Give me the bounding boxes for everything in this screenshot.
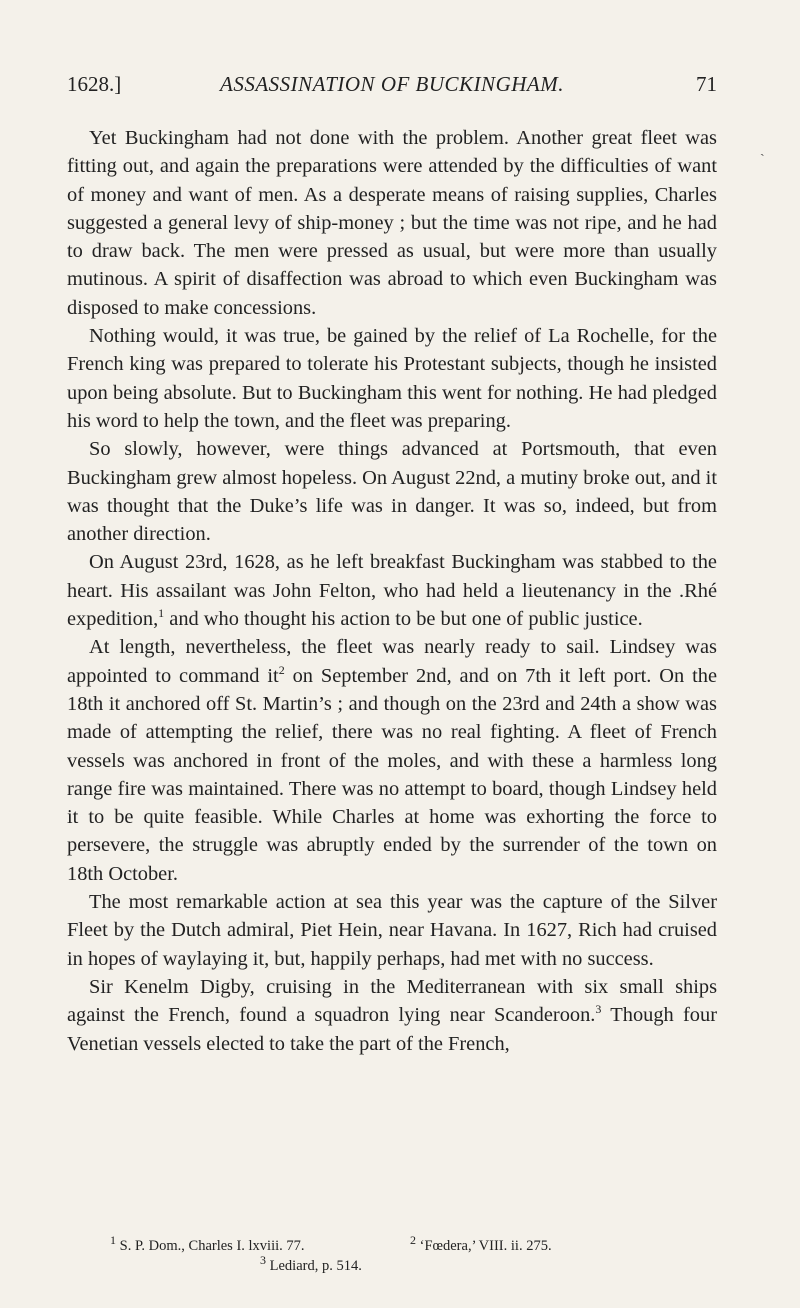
paragraph: So slowly, however, were things advanced at Portsmouth, that even Buckingham grew almost hopeless. On August 22nd, a mutiny broke out, and it was thought that the Duke’s life was in danger. It was so, indeed, but from another direction. (67, 438, 717, 546)
paragraph: At length, nevertheless, the fleet was nearly ready to sail. Lindsey was appointed to command $it^2$ on September 2nd, and on 7th it left port. On the 18th it anchored off St. Martin’s ; and though on the 23rd and 24th a show was made of attempting the relief, there was no real fighting. A fleet of French vessels was anchored in front of the moles, and with these a harmless long range fire was maintained. There was no attempt to board, though Lindsey held it to be quite feasible. While Charles at home was exhorting the force to persevere, the struggle was abruptly ended by the surrender of the town on 18th October. (67, 636, 717, 885)
footnote-ref: 1 (158, 606, 165, 621)
running-header (67, 72, 717, 102)
footnote-ref: 2 (278, 662, 285, 677)
stray-mark: ˏ (760, 142, 765, 157)
paragraph: Yet Buckingham had not done with the problem. Another great fleet was fitting out, and again the preparations were attended by the difficulties of want of money and want of men. As a desperate means of raising supplies, Charles suggested a general levy of ship-money ; but the time was not ripe, and he had to draw back. The men were pressed as usual, but were more than usually mutinous. A spirit of disaffection was abroad to which even Buckingham was disposed to make concessions. (67, 127, 717, 319)
footnote: $^1$ S. P. Dom., Charles I. lxviii. 77. (110, 1233, 305, 1254)
page-number: 71 (696, 72, 717, 96)
footnote-ref: 3 (595, 1002, 602, 1017)
footnote: $^3$ Lediard, p. 514. (260, 1253, 362, 1274)
footnote: $^2$ ‘Fœdera,’ VIII. ii. 275. (410, 1233, 552, 1254)
paragraph: On August 23rd, 1628, as he left breakfast Buckingham was stabbed to the heart. His assailant was John Felton, who had held a lieutenancy in the .Rhé expedition,$^1$ and who thought his action to be but one of public justice. (67, 551, 717, 631)
body-text (67, 124, 717, 1058)
header-year: 1628.] (67, 72, 122, 96)
header-title: ASSASSINATION OF BUCKINGHAM. (220, 72, 564, 96)
footnotes (110, 1233, 710, 1276)
paragraph: The most remarkable action at sea this year was the capture of the Silver Fleet by the Dutch admiral, Piet Hein, near Havana. In 1627, Rich had cruised in hopes of waylaying it, but, happily perhaps, had met with no success. (67, 891, 717, 970)
paragraph: Sir Kenelm Digby, cruising in the Mediterranean with six small ships against the French, found a squadron lying near Scanderoon.$^3$ Though four Venetian vessels elected to take the part of the French, (67, 975, 717, 1055)
paragraph: Nothing would, it was true, be gained by the relief of La Rochelle, for the French king was prepared to tolerate his Protestant subjects, though he insisted upon being absolute. But to Buckingham this went for nothing. He had pledged his word to help the town, and the fleet was preparing. (67, 325, 717, 432)
